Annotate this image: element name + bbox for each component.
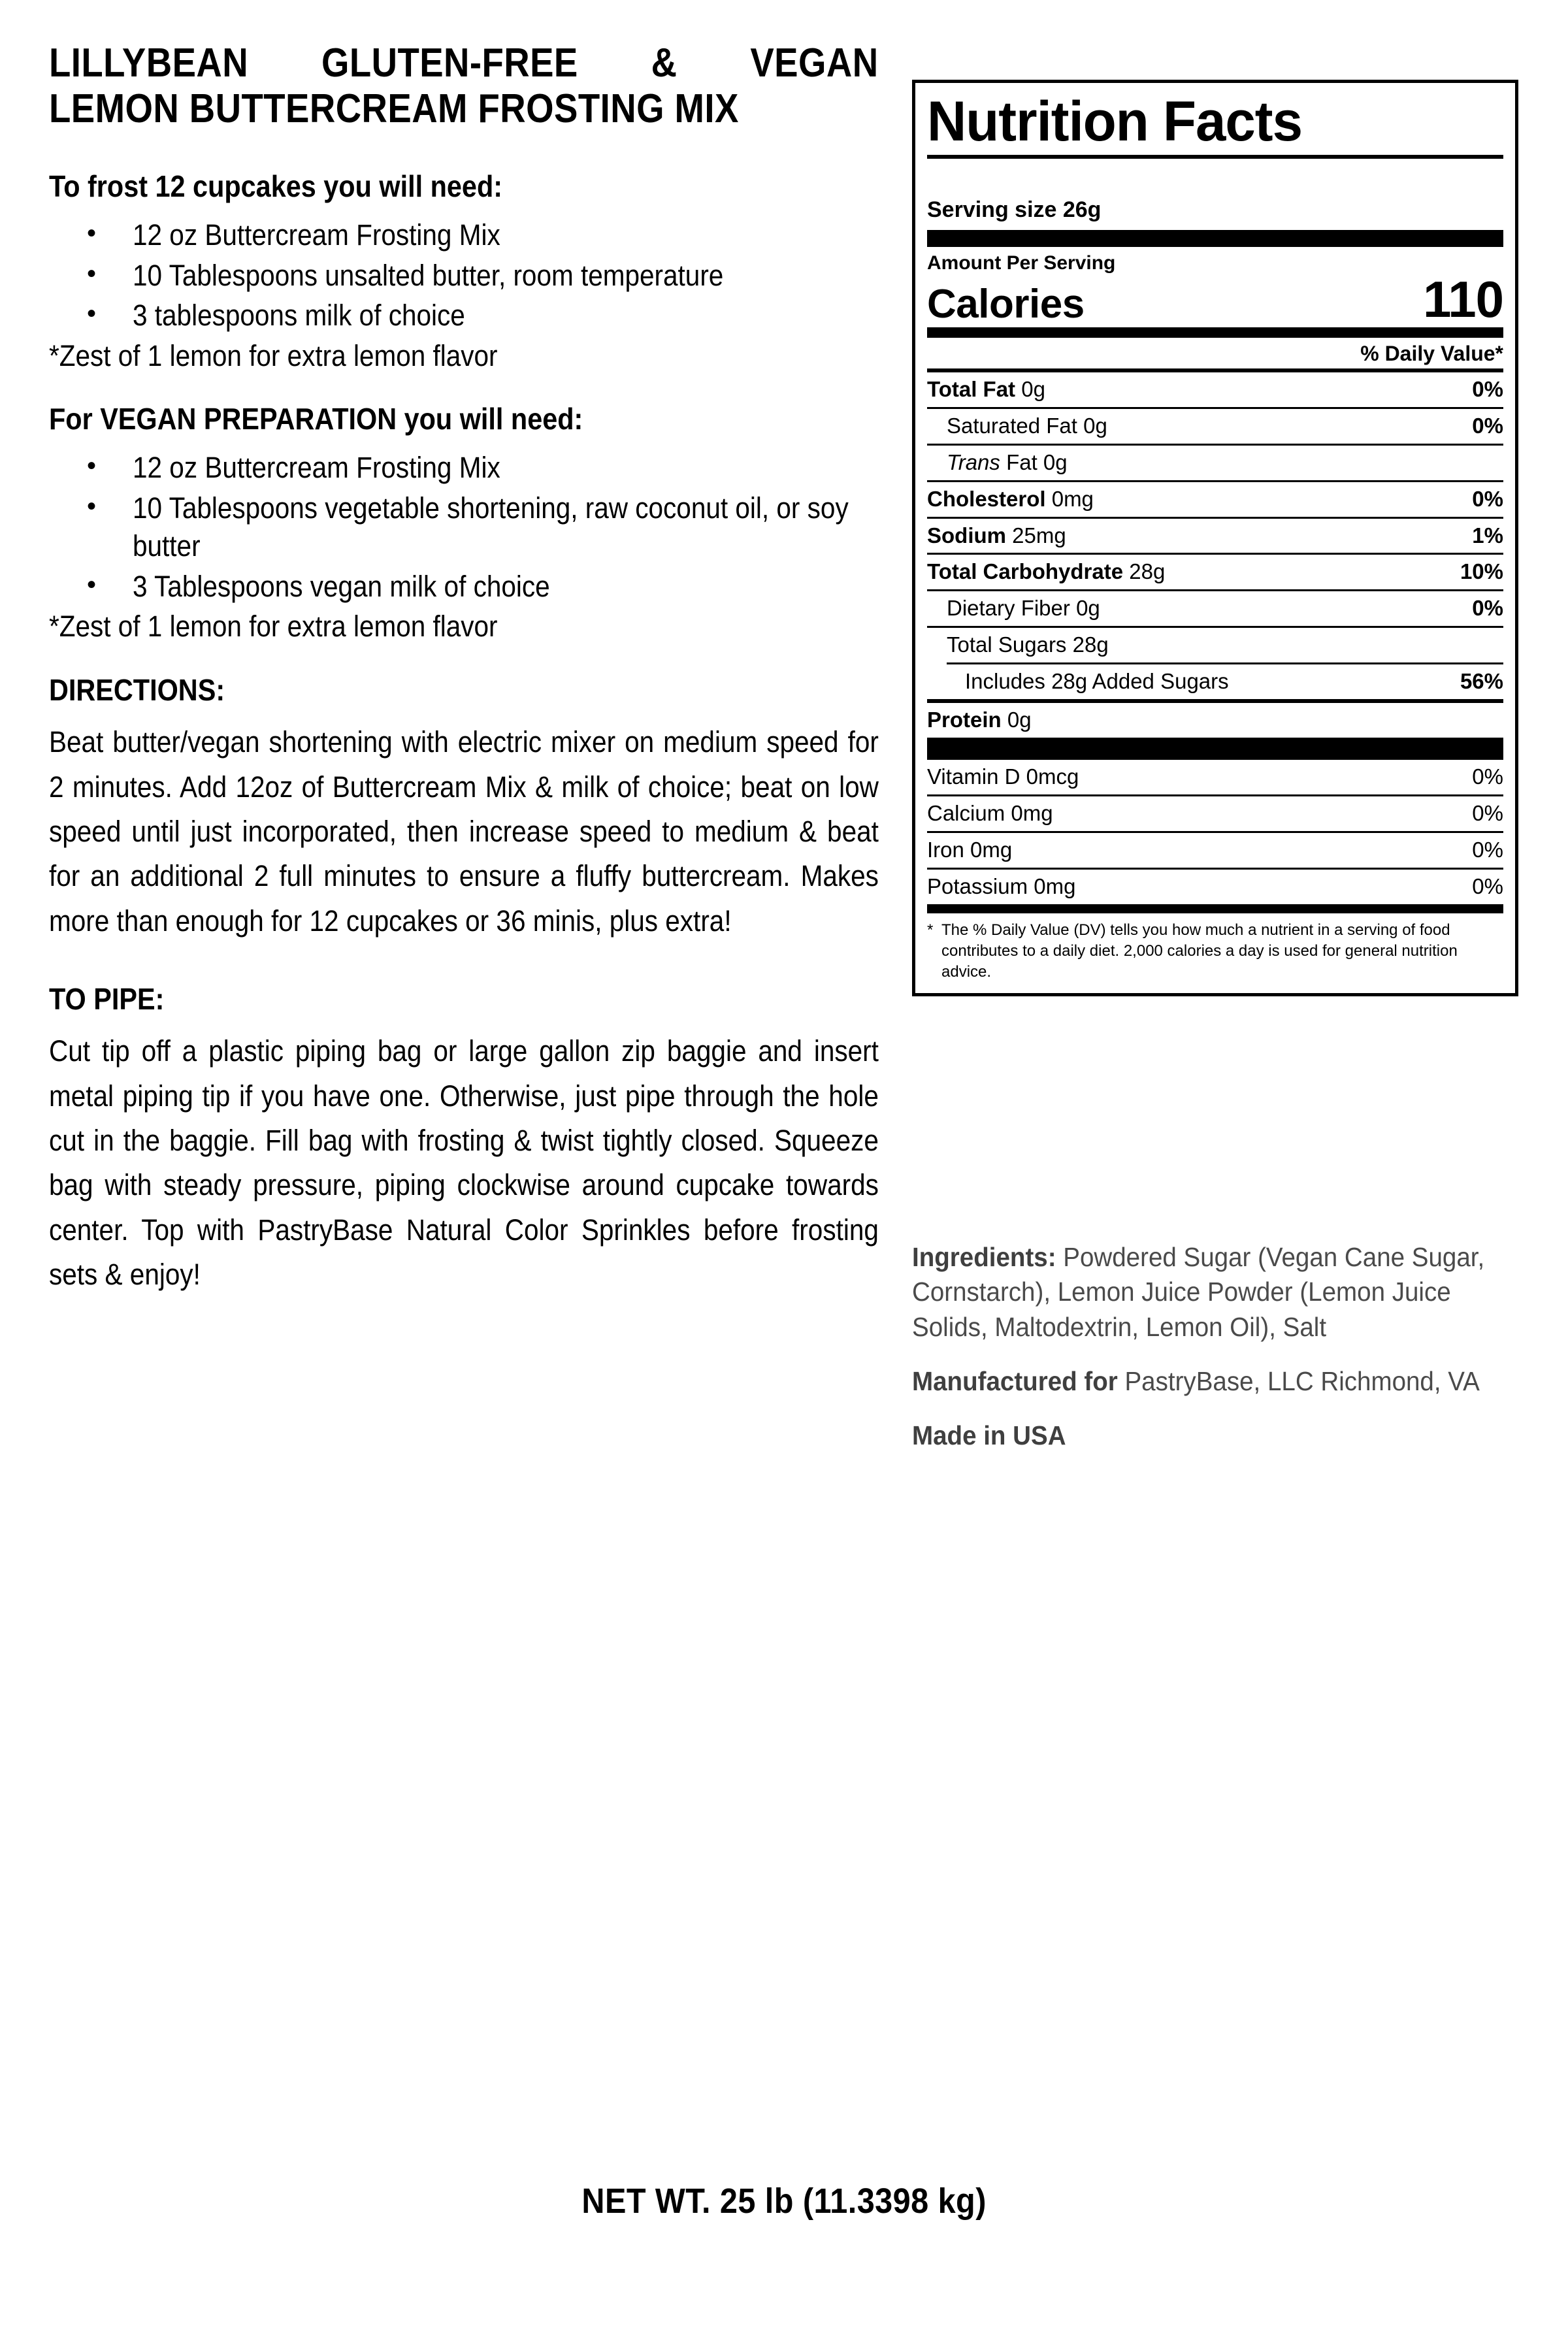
ingredients-label: Ingredients: bbox=[912, 1242, 1056, 1272]
nutrient-amount: 28g bbox=[1129, 559, 1166, 584]
micronutrient-dv: 0% bbox=[1472, 801, 1503, 826]
list-item bbox=[49, 297, 879, 335]
nutrient-name: Total Fat bbox=[927, 376, 1016, 401]
servings-per-container-blank bbox=[927, 159, 1503, 195]
nutrient-name: Trans bbox=[947, 449, 1000, 474]
list-item bbox=[49, 489, 879, 566]
left-content-column bbox=[49, 41, 879, 1298]
nutrient-row-dietary-fiber bbox=[927, 591, 1503, 626]
nutrient-name: Dietary Fiber bbox=[947, 596, 1070, 621]
nutrition-facts-panel bbox=[912, 80, 1518, 996]
micronutrient-row-iron bbox=[927, 833, 1503, 868]
bullet-icon: • bbox=[87, 451, 97, 481]
nutrient-row-total-fat bbox=[927, 372, 1503, 407]
standard-prep-heading: To frost 12 cupcakes you will need: bbox=[49, 169, 503, 204]
serving-size: Serving size 26g bbox=[927, 197, 1102, 222]
amount-per-serving-label: Amount Per Serving bbox=[927, 252, 1116, 274]
nutrient-row-saturated-fat bbox=[927, 409, 1503, 444]
nutrient-name: Sodium bbox=[927, 523, 1006, 547]
bullet-icon: • bbox=[87, 219, 97, 248]
bullet-icon: • bbox=[87, 259, 97, 288]
list-item-label: 3 tablespoons milk of choice bbox=[133, 299, 465, 333]
list-item-label: 12 oz Buttercream Frosting Mix bbox=[133, 218, 500, 252]
nutrient-amount: 0g bbox=[1083, 413, 1107, 438]
vegan-prep-note: *Zest of 1 lemon for extra lemon flavor bbox=[49, 610, 498, 644]
directions-heading: DIRECTIONS: bbox=[49, 672, 225, 707]
nutrient-name: Cholesterol bbox=[927, 486, 1046, 511]
nutrient-amount: 0mg bbox=[1051, 486, 1094, 511]
calories-value: 110 bbox=[1423, 270, 1503, 328]
divider-thick bbox=[927, 904, 1503, 913]
nutrient-name: Protein bbox=[927, 708, 1002, 732]
divider-thick bbox=[927, 327, 1503, 338]
net-weight-statement bbox=[0, 2181, 1568, 2221]
made-in-paragraph bbox=[912, 1418, 1526, 1453]
list-item bbox=[49, 568, 879, 606]
nutrient-name: Includes 28g Added Sugars bbox=[965, 669, 1229, 694]
vegan-prep-heading: For VEGAN PREPARATION you will need: bbox=[49, 402, 583, 436]
micronutrient-row-vitamin-d bbox=[927, 760, 1503, 794]
nutrient-amount: 25mg bbox=[1012, 523, 1066, 547]
micronutrient-dv: 0% bbox=[1472, 764, 1503, 789]
manufacturer-text: PastryBase, LLC Richmond, VA bbox=[1117, 1365, 1480, 1396]
daily-value-header: % Daily Value* bbox=[1360, 341, 1503, 365]
micronutrient-name: Iron 0mg bbox=[927, 838, 1013, 862]
list-item-label: 10 Tablespoons vegetable shortening, raw coconut oil, or soy butter bbox=[133, 491, 849, 563]
list-item-label: 3 Tablespoons vegan milk of choice bbox=[133, 569, 550, 603]
vegan-prep-list bbox=[49, 449, 879, 606]
list-item bbox=[49, 216, 879, 255]
nutrient-row-total-carbohydrate bbox=[927, 555, 1503, 589]
nutrient-dv: 0% bbox=[1472, 486, 1503, 511]
micronutrient-row-calcium bbox=[927, 796, 1503, 831]
product-title bbox=[49, 41, 879, 132]
to-pipe-heading: TO PIPE: bbox=[49, 982, 165, 1017]
micronutrient-name: Vitamin D 0mcg bbox=[927, 764, 1079, 789]
micronutrient-dv: 0% bbox=[1472, 874, 1503, 898]
nutrient-dv: 0% bbox=[1472, 413, 1503, 438]
calories-row bbox=[927, 270, 1503, 328]
footnote-text: The % Daily Value (DV) tells you how much a nutrient in a serving of food contributes to a daily diet. 2,000 calories a day is used for general nutrition advice. bbox=[941, 921, 1458, 981]
product-title-line-2: LEMON BUTTERCREAM FROSTING MIX bbox=[49, 86, 739, 132]
nutrient-amount: 0g bbox=[1021, 376, 1045, 401]
nutrient-dv: 56% bbox=[1460, 669, 1503, 694]
divider-thick bbox=[927, 230, 1503, 247]
manufacturer-paragraph bbox=[912, 1364, 1526, 1399]
nutrient-name: Saturated Fat bbox=[947, 413, 1077, 438]
nutrient-row-cholesterol bbox=[927, 482, 1503, 517]
nutrient-dv: 0% bbox=[1472, 596, 1503, 621]
daily-value-footnote bbox=[927, 913, 1503, 985]
bullet-icon: • bbox=[87, 299, 97, 329]
micronutrient-dv: 0% bbox=[1472, 838, 1503, 862]
made-in-label: Made in USA bbox=[912, 1420, 1066, 1451]
spacer bbox=[49, 943, 879, 981]
calories-label: Calories bbox=[927, 281, 1085, 327]
footnote-star: * bbox=[927, 921, 934, 939]
ingredients-text: Powdered Sugar (Vegan Cane Sugar, Cornstarch), Lemon Juice Powder (Lemon Juice Solids, Maltodextrin, Lemon Oil), Salt bbox=[912, 1242, 1485, 1342]
nutrient-amount: 28g bbox=[1072, 632, 1109, 657]
bullet-icon: • bbox=[87, 570, 97, 599]
bullet-icon: • bbox=[87, 491, 97, 521]
manufactured-for-label: Manufactured for bbox=[912, 1365, 1118, 1396]
nutrient-dv: 0% bbox=[1472, 376, 1503, 401]
standard-prep-note: *Zest of 1 lemon for extra lemon flavor bbox=[49, 338, 498, 372]
standard-prep-list bbox=[49, 216, 879, 335]
nutrient-amount: 0g bbox=[1076, 596, 1100, 621]
nutrient-dv: 10% bbox=[1460, 559, 1503, 584]
nutrient-name: Total Sugars bbox=[947, 632, 1067, 657]
nutrient-row-added-sugars bbox=[927, 664, 1503, 699]
to-pipe-body: Cut tip off a plastic piping bag or large gallon zip baggie and insert metal piping tip if you have one. Otherwise, just pipe through the hole cut in the baggie. Fill bag with frosting & twist tightly closed. Squeeze bag with steady pressure, piping clockwise around cupcake towards center. Top with PastryBase Natural Color Sprinkles before frosting sets & enjoy! bbox=[49, 1034, 879, 1292]
product-title-line-1: LILLYBEAN GLUTEN-FREE & VEGAN bbox=[49, 41, 879, 86]
ingredients-paragraph bbox=[912, 1240, 1526, 1345]
nutrient-name: Total Carbohydrate bbox=[927, 559, 1124, 584]
nutrient-amount: Fat 0g bbox=[1006, 449, 1068, 474]
nutrient-row-sodium bbox=[927, 519, 1503, 553]
nutrient-row-trans-fat bbox=[927, 446, 1503, 480]
nutrient-amount: 0g bbox=[1007, 708, 1032, 732]
net-weight-text: NET WT. 25 lb (11.3398 kg) bbox=[581, 2181, 987, 2221]
micronutrient-row-potassium bbox=[927, 870, 1503, 904]
divider-thick bbox=[927, 738, 1503, 760]
nutrient-row-total-sugars bbox=[927, 628, 1503, 662]
nutrient-dv: 1% bbox=[1472, 523, 1503, 547]
nutrition-facts-title: Nutrition Facts bbox=[927, 90, 1303, 153]
list-item-label: 12 oz Buttercream Frosting Mix bbox=[133, 451, 500, 485]
nutrient-row-protein bbox=[927, 703, 1503, 738]
micronutrient-name: Calcium 0mg bbox=[927, 801, 1053, 826]
ingredients-block bbox=[912, 1240, 1526, 1453]
list-item-label: 10 Tablespoons unsalted butter, room temperature bbox=[133, 258, 724, 292]
micronutrient-name: Potassium 0mg bbox=[927, 874, 1076, 898]
directions-body: Beat butter/vegan shortening with electric mixer on medium speed for 2 minutes. Add 12oz of Buttercream Mix & milk of choice; beat on low speed until just incorporated, then increase speed to medium & beat for an additional 2 full minutes to ensure a fluffy buttercream. Makes more than enough for 12 cupcakes or 36 minis, plus extra! bbox=[49, 725, 879, 938]
list-item bbox=[49, 449, 879, 487]
list-item bbox=[49, 257, 879, 295]
